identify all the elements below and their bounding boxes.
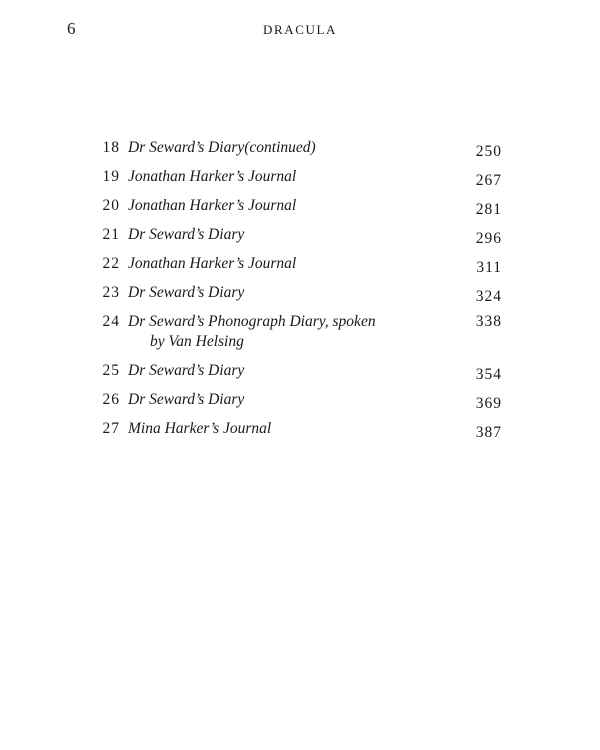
chapter-title-line: Jonathan Harker’s Journal	[128, 255, 297, 272]
chapter-page-number: 338	[475, 313, 502, 330]
chapter-page-number: 250	[475, 143, 502, 160]
chapter-title-line: Dr Seward’s Diary	[128, 362, 245, 379]
chapter-title	[128, 312, 442, 352]
chapter-number: 26	[102, 391, 120, 408]
toc-entry	[92, 167, 502, 187]
chapter-title-line: Dr Seward’s Diary	[128, 391, 245, 408]
chapter-title-line: Dr Seward’s Diary	[128, 226, 245, 243]
table-of-contents	[92, 138, 502, 441]
chapter-title	[128, 390, 442, 410]
chapter-number: 25	[102, 362, 120, 379]
chapter-page-number: 354	[475, 366, 502, 383]
chapter-title	[128, 196, 442, 216]
chapter-number: 27	[102, 420, 120, 437]
toc-entry	[92, 283, 502, 303]
chapter-number: 23	[102, 284, 120, 301]
toc-entry	[92, 196, 502, 216]
toc-entry	[92, 419, 502, 439]
chapter-title-line: Dr Seward’s Diary	[128, 284, 245, 301]
chapter-page-number: 281	[475, 201, 502, 218]
chapter-title	[128, 283, 442, 303]
chapter-title-line: Jonathan Harker’s Journal	[128, 168, 297, 185]
chapter-title-line: Dr Seward’s Phonograph Diary, spoken	[128, 313, 376, 330]
chapter-number: 19	[102, 168, 120, 185]
running-title: DRACULA	[262, 22, 338, 37]
toc-entry	[92, 312, 502, 352]
chapter-title	[128, 361, 442, 381]
chapter-title-line: Jonathan Harker’s Journal	[128, 197, 297, 214]
toc-entry	[92, 361, 502, 381]
chapter-page-number: 267	[475, 172, 502, 189]
chapter-title	[128, 138, 442, 158]
toc-entry	[92, 254, 502, 274]
chapter-title	[128, 225, 442, 245]
chapter-page-number: 311	[476, 259, 502, 276]
chapter-page-number: 324	[475, 288, 502, 305]
chapter-number: 21	[102, 226, 120, 243]
chapter-number: 24	[102, 313, 120, 330]
page-number: 6	[67, 19, 76, 38]
toc-entry	[92, 138, 502, 158]
chapter-title	[128, 254, 442, 274]
chapter-title	[128, 419, 442, 439]
chapter-number: 18	[102, 139, 120, 156]
chapter-page-number: 296	[475, 230, 502, 247]
chapter-page-number: 369	[475, 395, 502, 412]
chapter-title-line: Dr Seward’s Diary(continued)	[128, 139, 316, 156]
chapter-title-line: by Van Helsing	[150, 333, 244, 350]
chapter-title-line: Mina Harker’s Journal	[128, 420, 272, 437]
chapter-number: 22	[102, 255, 120, 272]
chapter-number: 20	[102, 197, 120, 214]
chapter-page-number: 387	[475, 424, 502, 441]
toc-entry	[92, 225, 502, 245]
chapter-title	[128, 167, 442, 187]
toc-entry	[92, 390, 502, 410]
